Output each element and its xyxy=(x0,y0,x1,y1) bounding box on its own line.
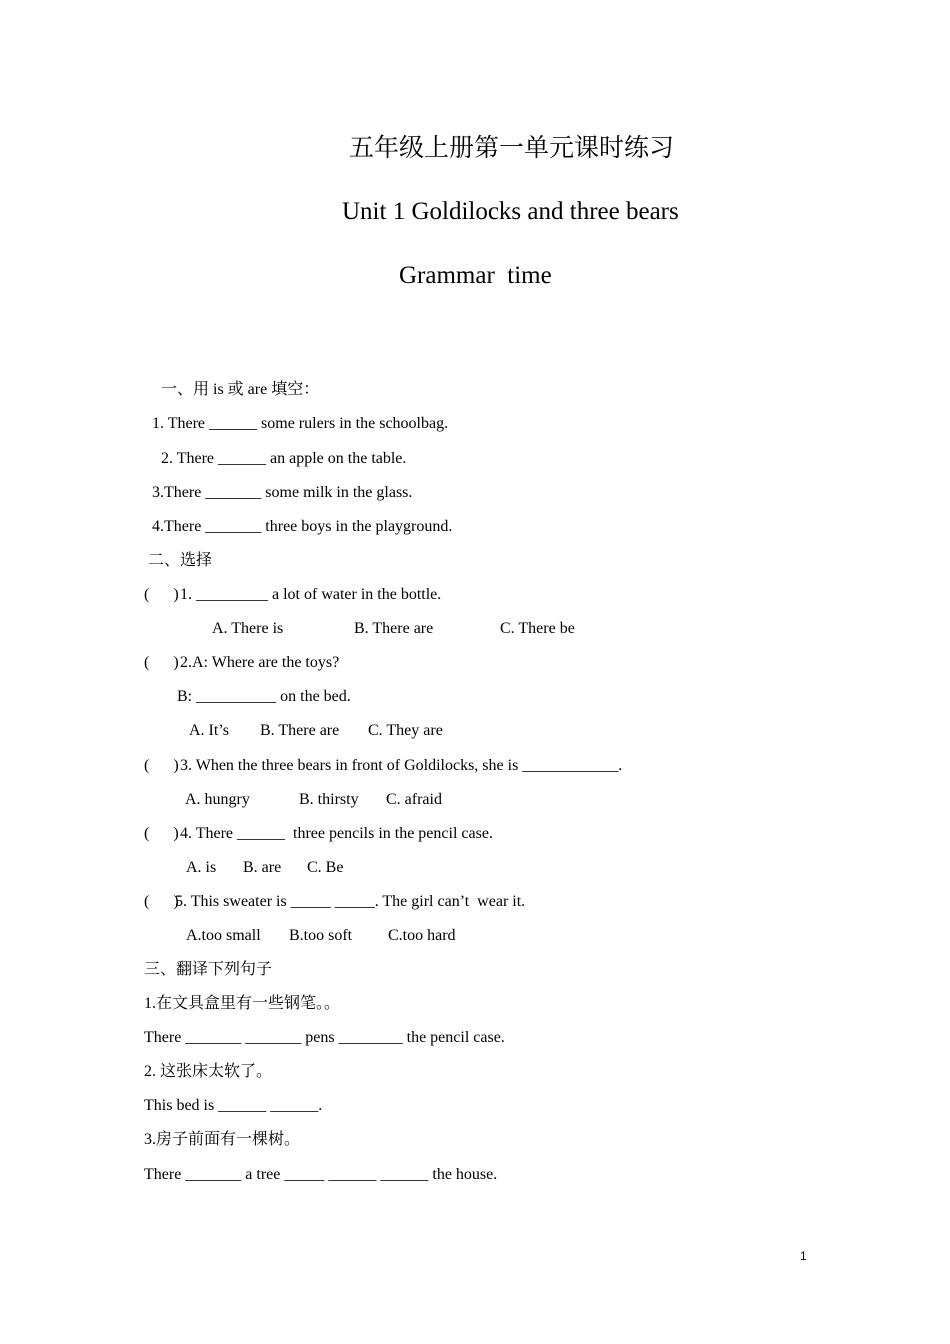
part1-item-4: 4.There _______ three boys in the playground. xyxy=(152,518,453,535)
part1-item-3: 3.There _______ some milk in the glass. xyxy=(152,484,413,501)
q1-stem: 1. _________ a lot of water in the bottle. xyxy=(180,586,442,603)
q1-option-b: B. There are xyxy=(354,620,434,637)
q5-answer-paren: ( ) xyxy=(144,893,179,910)
q5-option-a: A.too small xyxy=(186,927,261,944)
part1-item-1: 1. There ______ some rulers in the schoolbag. xyxy=(152,415,449,432)
q1-answer-paren: ( ) xyxy=(144,586,179,603)
translation-3-english: There _______ a tree _____ ______ ______ the house. xyxy=(144,1166,498,1183)
q4-option-a: A. is xyxy=(186,859,217,876)
translation-2-english: This bed is ______ ______. xyxy=(144,1097,323,1114)
q3-option-c: C. afraid xyxy=(386,791,442,808)
translation-2-chinese: 2. 这张床太软了。 xyxy=(144,1063,273,1080)
q2-stem-b: B: __________ on the bed. xyxy=(177,688,351,705)
q3-option-a: A. hungry xyxy=(185,791,250,808)
q4-option-c: C. Be xyxy=(307,859,344,876)
page-number: 1 xyxy=(800,1249,807,1263)
q5-stem: 5. This sweater is _____ _____. The girl can’t wear it. xyxy=(175,893,526,910)
part1-heading: 一、用 is 或 are 填空： xyxy=(161,381,320,398)
q3-stem: 3. When the three bears in front of Goldilocks, she is ____________. xyxy=(180,757,623,774)
q3-option-b: B. thirsty xyxy=(299,791,359,808)
q2-option-a: A. It’s xyxy=(189,722,229,739)
part3-heading: 三、翻译下列句子 xyxy=(144,961,273,978)
part1-item-2: 2. There ______ an apple on the table. xyxy=(161,450,407,467)
translation-3-chinese: 3.房子前面有一棵树。 xyxy=(144,1131,301,1148)
q4-stem: 4. There ______ three pencils in the pencil case. xyxy=(180,825,493,842)
title-chinese: 五年级上册第一单元课时练习 xyxy=(349,135,675,162)
q1-option-a: A. There is xyxy=(212,620,284,637)
q2-stem: 2.A: Where are the toys? xyxy=(180,654,340,671)
q5-option-b: B.too soft xyxy=(289,927,353,944)
q2-option-b: B. There are xyxy=(260,722,340,739)
q5-option-c: C.too hard xyxy=(388,927,456,944)
title-section: Grammar time xyxy=(399,262,552,289)
part2-heading: 二、选择 xyxy=(148,552,213,569)
translation-1-chinese: 1.在文具盒里有一些钢笔。。 xyxy=(144,995,341,1012)
q4-answer-paren: ( ) xyxy=(144,825,179,842)
translation-1-english: There _______ _______ pens ________ the pencil case. xyxy=(144,1029,505,1046)
title-unit: Unit 1 Goldilocks and three bears xyxy=(342,198,679,225)
q4-option-b: B. are xyxy=(243,859,282,876)
q1-option-c: C. There be xyxy=(500,620,575,637)
q3-answer-paren: ( ) xyxy=(144,757,179,774)
q2-answer-paren: ( ) xyxy=(144,654,179,671)
q2-option-c: C. They are xyxy=(368,722,443,739)
